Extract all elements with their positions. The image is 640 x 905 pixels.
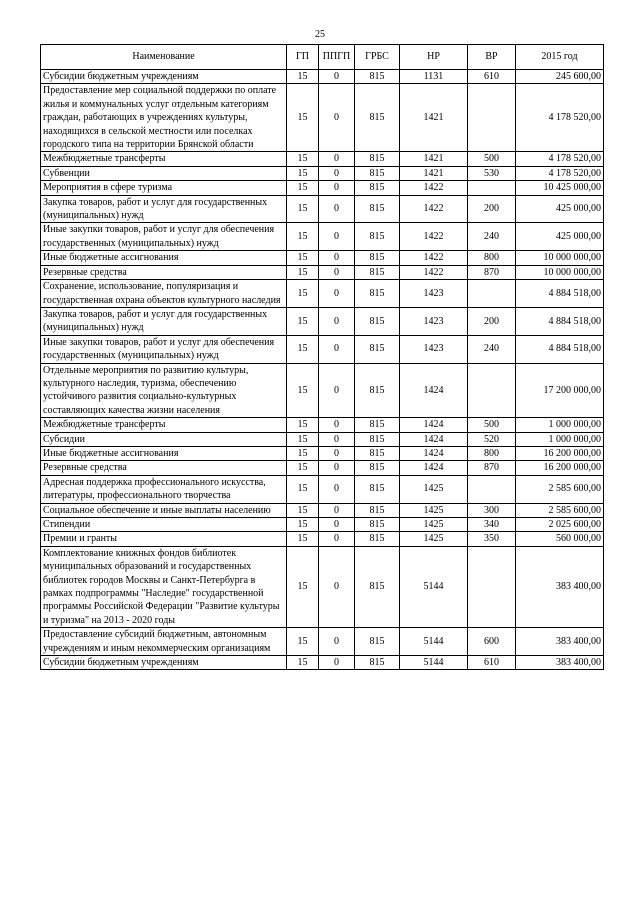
row-vr: 300 bbox=[468, 503, 516, 517]
row-nr: 1422 bbox=[400, 251, 468, 265]
row-amount: 2 025 600,00 bbox=[516, 518, 604, 532]
row-vr: 350 bbox=[468, 532, 516, 546]
row-name: Предоставление мер социальной поддержки по оплате жилья и коммунальных услуг отдельным категориям граждан, работающих в учреждениях культуры, находящихся в сельской местности или поселках городского типа на территории Брянской области bbox=[41, 84, 287, 152]
row-name: Социальное обеспечение и иные выплаты населению bbox=[41, 503, 287, 517]
row-amount: 10 000 000,00 bbox=[516, 265, 604, 279]
table-row bbox=[41, 461, 604, 475]
row-vr: 340 bbox=[468, 518, 516, 532]
row-nr: 1424 bbox=[400, 461, 468, 475]
row-amount: 2 585 600,00 bbox=[516, 503, 604, 517]
row-grbs: 815 bbox=[355, 152, 400, 166]
row-vr: 870 bbox=[468, 461, 516, 475]
row-vr bbox=[468, 475, 516, 503]
table-row bbox=[41, 518, 604, 532]
header-year: 2015 год bbox=[516, 45, 604, 70]
table-row bbox=[41, 532, 604, 546]
row-gp: 15 bbox=[287, 84, 319, 152]
row-name: Мероприятия в сфере туризма bbox=[41, 181, 287, 195]
row-amount: 245 600,00 bbox=[516, 70, 604, 84]
row-name: Закупка товаров, работ и услуг для государственных (муниципальных) нужд bbox=[41, 195, 287, 223]
row-ppgp: 0 bbox=[319, 432, 355, 446]
row-ppgp: 0 bbox=[319, 335, 355, 363]
row-nr: 1423 bbox=[400, 335, 468, 363]
row-vr bbox=[468, 363, 516, 418]
row-amount: 4 884 518,00 bbox=[516, 335, 604, 363]
row-vr: 500 bbox=[468, 418, 516, 432]
row-grbs: 815 bbox=[355, 432, 400, 446]
row-amount: 2 585 600,00 bbox=[516, 475, 604, 503]
header-gp: ГП bbox=[287, 45, 319, 70]
row-nr: 1424 bbox=[400, 446, 468, 460]
row-name: Адресная поддержка профессионального искусства, литературы, профессионального творчества bbox=[41, 475, 287, 503]
row-vr: 600 bbox=[468, 628, 516, 656]
table-row bbox=[41, 628, 604, 656]
row-gp: 15 bbox=[287, 251, 319, 265]
row-name: Субсидии бюджетным учреждениям bbox=[41, 70, 287, 84]
row-grbs: 815 bbox=[355, 223, 400, 251]
row-amount: 1 000 000,00 bbox=[516, 432, 604, 446]
row-nr: 1423 bbox=[400, 307, 468, 335]
table-row bbox=[41, 546, 604, 627]
header-name: Наименование bbox=[41, 45, 287, 70]
row-ppgp: 0 bbox=[319, 656, 355, 670]
table-row bbox=[41, 70, 604, 84]
row-grbs: 815 bbox=[355, 546, 400, 627]
row-vr: 610 bbox=[468, 656, 516, 670]
row-name: Иные бюджетные ассигнования bbox=[41, 251, 287, 265]
row-nr: 1425 bbox=[400, 532, 468, 546]
row-grbs: 815 bbox=[355, 166, 400, 180]
row-grbs: 815 bbox=[355, 656, 400, 670]
row-amount: 4 178 520,00 bbox=[516, 84, 604, 152]
row-gp: 15 bbox=[287, 518, 319, 532]
row-gp: 15 bbox=[287, 446, 319, 460]
row-grbs: 815 bbox=[355, 251, 400, 265]
row-ppgp: 0 bbox=[319, 363, 355, 418]
row-nr: 1421 bbox=[400, 166, 468, 180]
row-amount: 16 200 000,00 bbox=[516, 446, 604, 460]
row-vr: 800 bbox=[468, 251, 516, 265]
row-amount: 17 200 000,00 bbox=[516, 363, 604, 418]
row-grbs: 815 bbox=[355, 628, 400, 656]
row-amount: 560 000,00 bbox=[516, 532, 604, 546]
table-row bbox=[41, 363, 604, 418]
table-row bbox=[41, 195, 604, 223]
row-ppgp: 0 bbox=[319, 518, 355, 532]
row-amount: 383 400,00 bbox=[516, 546, 604, 627]
row-name: Межбюджетные трансферты bbox=[41, 152, 287, 166]
row-amount: 383 400,00 bbox=[516, 628, 604, 656]
row-grbs: 815 bbox=[355, 280, 400, 308]
row-vr: 240 bbox=[468, 335, 516, 363]
row-gp: 15 bbox=[287, 166, 319, 180]
row-gp: 15 bbox=[287, 546, 319, 627]
row-amount: 425 000,00 bbox=[516, 223, 604, 251]
row-vr bbox=[468, 181, 516, 195]
row-name: Закупка товаров, работ и услуг для государственных (муниципальных) нужд bbox=[41, 307, 287, 335]
row-gp: 15 bbox=[287, 475, 319, 503]
table-row bbox=[41, 432, 604, 446]
row-name: Резервные средства bbox=[41, 461, 287, 475]
row-gp: 15 bbox=[287, 461, 319, 475]
row-amount: 10 000 000,00 bbox=[516, 251, 604, 265]
header-nr: НР bbox=[400, 45, 468, 70]
row-vr: 610 bbox=[468, 70, 516, 84]
row-gp: 15 bbox=[287, 628, 319, 656]
row-vr: 500 bbox=[468, 152, 516, 166]
row-nr: 5144 bbox=[400, 628, 468, 656]
row-gp: 15 bbox=[287, 280, 319, 308]
row-ppgp: 0 bbox=[319, 181, 355, 195]
row-vr: 870 bbox=[468, 265, 516, 279]
row-ppgp: 0 bbox=[319, 475, 355, 503]
row-amount: 4 178 520,00 bbox=[516, 152, 604, 166]
budget-table bbox=[40, 44, 604, 670]
row-name: Субсидии bbox=[41, 432, 287, 446]
row-nr: 1422 bbox=[400, 195, 468, 223]
row-grbs: 815 bbox=[355, 418, 400, 432]
row-ppgp: 0 bbox=[319, 265, 355, 279]
row-name: Межбюджетные трансферты bbox=[41, 418, 287, 432]
row-gp: 15 bbox=[287, 503, 319, 517]
row-gp: 15 bbox=[287, 335, 319, 363]
row-ppgp: 0 bbox=[319, 307, 355, 335]
row-grbs: 815 bbox=[355, 503, 400, 517]
row-gp: 15 bbox=[287, 265, 319, 279]
row-name: Субсидии бюджетным учреждениям bbox=[41, 656, 287, 670]
row-name: Стипендии bbox=[41, 518, 287, 532]
row-nr: 1421 bbox=[400, 152, 468, 166]
row-name: Премии и гранты bbox=[41, 532, 287, 546]
row-nr: 5144 bbox=[400, 656, 468, 670]
row-ppgp: 0 bbox=[319, 251, 355, 265]
row-gp: 15 bbox=[287, 70, 319, 84]
row-name: Иные закупки товаров, работ и услуг для обеспечения государственных (муниципальных) нужд bbox=[41, 335, 287, 363]
row-amount: 1 000 000,00 bbox=[516, 418, 604, 432]
row-gp: 15 bbox=[287, 432, 319, 446]
row-ppgp: 0 bbox=[319, 166, 355, 180]
row-grbs: 815 bbox=[355, 518, 400, 532]
table-row bbox=[41, 152, 604, 166]
row-ppgp: 0 bbox=[319, 546, 355, 627]
row-nr: 1422 bbox=[400, 265, 468, 279]
row-ppgp: 0 bbox=[319, 70, 355, 84]
table-row bbox=[41, 265, 604, 279]
row-gp: 15 bbox=[287, 363, 319, 418]
row-grbs: 815 bbox=[355, 195, 400, 223]
row-amount: 425 000,00 bbox=[516, 195, 604, 223]
row-nr: 1424 bbox=[400, 418, 468, 432]
row-gp: 15 bbox=[287, 532, 319, 546]
table-row bbox=[41, 446, 604, 460]
table-body bbox=[41, 70, 604, 670]
row-grbs: 815 bbox=[355, 363, 400, 418]
row-vr: 520 bbox=[468, 432, 516, 446]
row-grbs: 815 bbox=[355, 461, 400, 475]
row-gp: 15 bbox=[287, 307, 319, 335]
row-gp: 15 bbox=[287, 181, 319, 195]
row-nr: 1425 bbox=[400, 475, 468, 503]
row-gp: 15 bbox=[287, 223, 319, 251]
row-ppgp: 0 bbox=[319, 418, 355, 432]
row-grbs: 815 bbox=[355, 475, 400, 503]
row-grbs: 815 bbox=[355, 181, 400, 195]
row-grbs: 815 bbox=[355, 335, 400, 363]
row-ppgp: 0 bbox=[319, 152, 355, 166]
row-ppgp: 0 bbox=[319, 628, 355, 656]
table-row bbox=[41, 475, 604, 503]
row-vr: 530 bbox=[468, 166, 516, 180]
header-grbs: ГРБС bbox=[355, 45, 400, 70]
row-nr: 1424 bbox=[400, 363, 468, 418]
row-nr: 1422 bbox=[400, 223, 468, 251]
row-grbs: 815 bbox=[355, 84, 400, 152]
row-nr: 1425 bbox=[400, 503, 468, 517]
row-vr bbox=[468, 280, 516, 308]
row-vr: 200 bbox=[468, 195, 516, 223]
row-ppgp: 0 bbox=[319, 280, 355, 308]
row-vr bbox=[468, 84, 516, 152]
table-row bbox=[41, 251, 604, 265]
row-name: Комплектование книжных фондов библиотек муниципальных образований и государственных библиотек городов Москвы и Санкт-Петербурга в рамках подпрограммы "Наследие" государственной программы Российской Федерации "Развитие культуры и туризма" на 2013 - 2020 годы bbox=[41, 546, 287, 627]
row-nr: 1421 bbox=[400, 84, 468, 152]
row-vr: 240 bbox=[468, 223, 516, 251]
table-row bbox=[41, 84, 604, 152]
row-amount: 10 425 000,00 bbox=[516, 181, 604, 195]
row-ppgp: 0 bbox=[319, 461, 355, 475]
row-grbs: 815 bbox=[355, 307, 400, 335]
page-number: 25 bbox=[315, 29, 325, 40]
row-grbs: 815 bbox=[355, 70, 400, 84]
row-amount: 383 400,00 bbox=[516, 656, 604, 670]
table-row bbox=[41, 181, 604, 195]
row-gp: 15 bbox=[287, 195, 319, 223]
row-nr: 1425 bbox=[400, 518, 468, 532]
row-name: Резервные средства bbox=[41, 265, 287, 279]
row-name: Предоставление субсидий бюджетным, автономным учреждениям и иным некоммерческим организациям bbox=[41, 628, 287, 656]
table-row bbox=[41, 656, 604, 670]
row-vr bbox=[468, 546, 516, 627]
header-vr: ВР bbox=[468, 45, 516, 70]
row-amount: 4 178 520,00 bbox=[516, 166, 604, 180]
row-name: Отдельные мероприятия по развитию культуры, культурного наследия, туризма, обеспечению устойчивого развития социально-культурных составляющих качества жизни населения bbox=[41, 363, 287, 418]
row-amount: 4 884 518,00 bbox=[516, 280, 604, 308]
row-nr: 1424 bbox=[400, 432, 468, 446]
table-row bbox=[41, 335, 604, 363]
row-ppgp: 0 bbox=[319, 84, 355, 152]
row-nr: 1423 bbox=[400, 280, 468, 308]
table-row bbox=[41, 223, 604, 251]
row-grbs: 815 bbox=[355, 265, 400, 279]
row-ppgp: 0 bbox=[319, 223, 355, 251]
table-row bbox=[41, 503, 604, 517]
table-header-row bbox=[41, 45, 604, 70]
row-nr: 1131 bbox=[400, 70, 468, 84]
table-row bbox=[41, 418, 604, 432]
row-gp: 15 bbox=[287, 152, 319, 166]
row-nr: 5144 bbox=[400, 546, 468, 627]
row-amount: 4 884 518,00 bbox=[516, 307, 604, 335]
table-row bbox=[41, 166, 604, 180]
table-row bbox=[41, 280, 604, 308]
row-grbs: 815 bbox=[355, 446, 400, 460]
row-gp: 15 bbox=[287, 418, 319, 432]
row-name: Субвенции bbox=[41, 166, 287, 180]
row-ppgp: 0 bbox=[319, 195, 355, 223]
row-name: Иные закупки товаров, работ и услуг для обеспечения государственных (муниципальных) нужд bbox=[41, 223, 287, 251]
row-amount: 16 200 000,00 bbox=[516, 461, 604, 475]
row-vr: 200 bbox=[468, 307, 516, 335]
row-ppgp: 0 bbox=[319, 532, 355, 546]
row-grbs: 815 bbox=[355, 532, 400, 546]
row-nr: 1422 bbox=[400, 181, 468, 195]
row-name: Иные бюджетные ассигнования bbox=[41, 446, 287, 460]
row-ppgp: 0 bbox=[319, 503, 355, 517]
row-vr: 800 bbox=[468, 446, 516, 460]
row-gp: 15 bbox=[287, 656, 319, 670]
row-name: Сохранение, использование, популяризация и государственная охрана объектов культурного наследия bbox=[41, 280, 287, 308]
header-ppgp: ППГП bbox=[319, 45, 355, 70]
table-row bbox=[41, 307, 604, 335]
row-ppgp: 0 bbox=[319, 446, 355, 460]
